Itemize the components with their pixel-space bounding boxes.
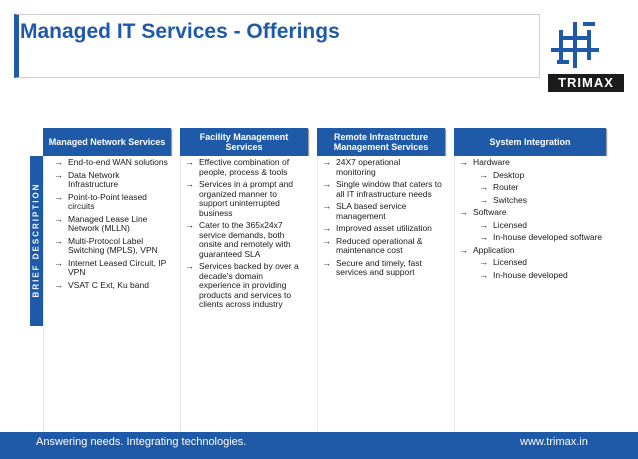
footer-url[interactable]: www.trimax.in — [520, 436, 588, 448]
list-item: → Effective combination of people, process & tools — [185, 158, 305, 177]
list-item: → Licensed — [459, 221, 603, 231]
list-item: → Router — [459, 183, 603, 193]
list-item: → Hardware — [459, 158, 603, 168]
column-header-remote: Remote Infrastructure Management Services — [317, 128, 445, 156]
logo-wordmark: TRIMAX — [548, 74, 624, 92]
list-item: → Reduced operational & maintenance cost — [322, 237, 442, 256]
list-item: → Services backed by over a decade's domain experience in providing products and services to clients across industry — [185, 262, 305, 310]
list-item: → VSAT C Ext, Ku band — [54, 281, 168, 291]
column-network — [43, 156, 172, 446]
list-item: → Licensed — [459, 258, 603, 268]
list-item: → Services in a prompt and organized manner to support uninterrupted business — [185, 180, 305, 218]
list-item: → Desktop — [459, 171, 603, 181]
list-item: → Point-to-Point leased circuits — [54, 193, 168, 212]
list-item: → End-to-end WAN solutions — [54, 158, 168, 168]
column-facility — [180, 156, 309, 446]
list-item: → Internet Leased Circuit, IP VPN — [54, 259, 168, 278]
network-services-list — [44, 156, 172, 290]
column-header-integration: System Integration — [454, 128, 606, 156]
list-item: → Application — [459, 246, 603, 256]
list-item: → Data Network Infrastructure — [54, 171, 168, 190]
list-item: → Cater to the 365x24x7 service demands, both onsite and remotely with guaranteed SLA — [185, 221, 305, 259]
column-integration — [454, 156, 607, 446]
list-item: → 24X7 operational monitoring — [322, 158, 442, 177]
list-item: → Switches — [459, 196, 603, 206]
list-item: → Improved asset utilization — [322, 224, 442, 234]
remote-services-list — [318, 156, 446, 278]
column-header-network: Managed Network Services — [43, 128, 171, 156]
page-title: Managed IT Services - Offerings — [20, 20, 340, 43]
column-header-facility: Facility Management Services — [180, 128, 308, 156]
column-remote — [317, 156, 446, 446]
list-item: → Software — [459, 208, 603, 218]
list-item: → In-house developed software — [459, 233, 603, 243]
footer-tagline: Answering needs. Integrating technologies. — [36, 436, 247, 448]
list-item: → Single window that caters to all IT infrastructure needs — [322, 180, 442, 199]
list-item: → In-house developed — [459, 271, 603, 281]
list-item: → Multi-Protocol Label Switching (MPLS), VPN — [54, 237, 168, 256]
list-item: → SLA based service management — [322, 202, 442, 221]
list-item: → Managed Lease Line Network (MLLN) — [54, 215, 168, 234]
list-item: → Secure and timely, fast services and support — [322, 259, 442, 278]
facility-services-list — [181, 156, 309, 310]
integration-services-list — [455, 156, 607, 280]
side-label: BRIEF DESCRIPTION — [31, 182, 41, 298]
